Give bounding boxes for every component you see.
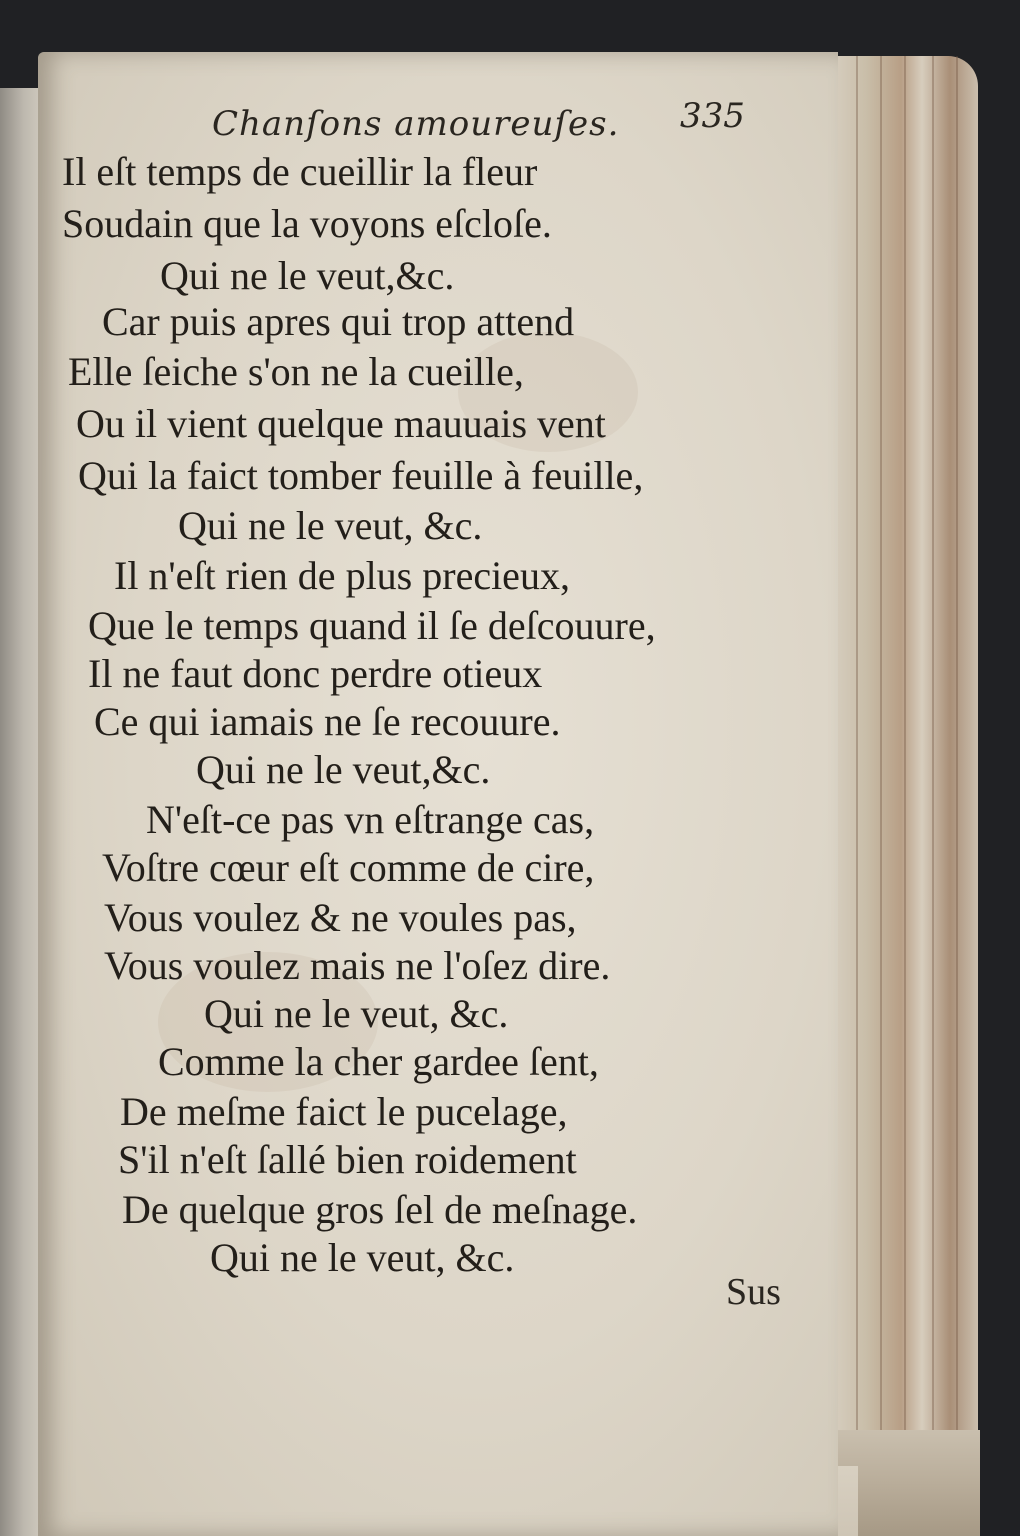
- verse-line: De meſme faict le pucelage,: [120, 1089, 568, 1134]
- verse-line: Il ne faut donc perdre otieux: [88, 651, 543, 696]
- refrain-line: Qui ne le veut,&c.: [196, 747, 491, 792]
- refrain-line: Qui ne le veut, &c.: [178, 503, 483, 548]
- verse-line: Comme la cher gardee ſent,: [158, 1039, 599, 1084]
- refrain-line: Qui ne le veut, &c.: [210, 1235, 515, 1280]
- page-stack-edge: [838, 56, 978, 1466]
- verse-line: Ou il vient quelque mauuais vent: [76, 401, 606, 446]
- verse-line: Car puis apres qui trop attend: [102, 299, 575, 344]
- stack-line: [956, 56, 958, 1466]
- refrain-line: Qui ne le veut, &c.: [204, 991, 509, 1036]
- verse-line: Qui la faict tomber feuille à feuille,: [78, 453, 644, 498]
- verse-line: Il eſt temps de cueillir la fleur: [62, 149, 538, 194]
- verse-line: Elle ſeiche s'on ne la cueille,: [68, 349, 524, 394]
- verse-line: Soudain que la voyons eſcloſe.: [62, 201, 552, 246]
- verse-line: Il n'eſt rien de plus precieux,: [114, 553, 570, 598]
- stack-line: [932, 56, 934, 1466]
- verse-line: Que le temps quand il ſe deſcouure,: [88, 603, 656, 648]
- verse-line: Voſtre cœur eſt comme de cire,: [102, 845, 595, 890]
- page-number: 335: [680, 96, 745, 136]
- verse-line: N'eſt-ce pas vn eſtrange cas,: [146, 797, 595, 842]
- stack-line: [904, 56, 906, 1466]
- refrain-line: Qui ne le veut,&c.: [160, 253, 455, 298]
- running-header: Chanſons amoureuſes.: [212, 104, 620, 144]
- stack-line: [880, 56, 882, 1466]
- catchword: Sus: [726, 1271, 781, 1313]
- verse-line: De quelque gros ſel de meſnage.: [122, 1187, 638, 1232]
- verse-line: Vous voulez mais ne l'oſez dire.: [104, 943, 611, 988]
- stack-line: [856, 56, 858, 1466]
- verse-line: S'il n'eſt ſallé bien roidement: [118, 1137, 577, 1182]
- verse-line: Ce qui iamais ne ſe recouure.: [94, 699, 561, 744]
- verse-line: Vous voulez & ne voules pas,: [104, 895, 577, 940]
